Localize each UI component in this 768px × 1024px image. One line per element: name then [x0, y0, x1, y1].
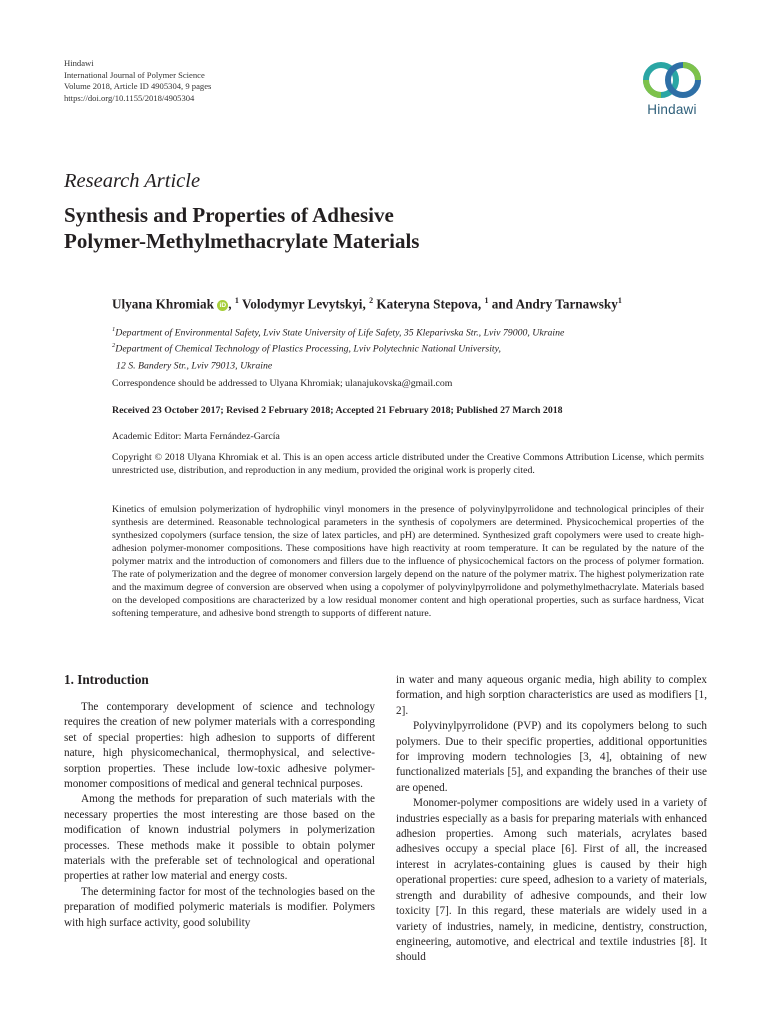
paragraph: Among the methods for preparation of such materials with the necessary properties the most interesting are those based on the modification of known industrial polymers in polymerization processes. These methods make it possible to obtain polymer materials with the preferable set of technological and operational properties at rather low material and energy costs. — [64, 793, 375, 883]
correspondence: Correspondence should be addressed to Ulyana Khromiak; ulanajukovska@gmail.com — [112, 378, 453, 389]
article-meta — [64, 58, 211, 104]
paragraph: Monomer-polymer compositions are widely used in a variety of industries especially as a basis for preparing materials with enhanced adhesion properties. Among such materials, acrylates based adhesives occupy a special place [6]. First of all, the increased interest in acrylates-containing glues is caused by their high operational properties: cure speed, adhesion to a variety of materials, strength and durability of adhesive compounds, and their low toxicity [7]. In this regard, these materials are widely used in a variety of industries, namely, in medicine, dentistry, construction, engineering, automotive, and electrical and textile industries [8]. It should — [396, 797, 707, 964]
paragraph: The determining factor for most of the technologies based on the preparation of modified polymeric materials is modifier. Polymers with high surface activity, good solubility — [64, 885, 375, 929]
copyright-notice: Copyright © 2018 Ulyana Khromiak et al. This is an open access article distributed under the Creative Commons Attribution License, which permits unrestricted use, distribution, and reproduction in any medium, provided the original work is properly cited. — [112, 452, 704, 476]
author-name[interactable]: Kateryna Stepova — [376, 296, 478, 312]
journal-name: International Journal of Polymer Science — [64, 69, 205, 80]
author-affil-sup: 2 — [369, 296, 374, 305]
abstract: Kinetics of emulsion polymerization of hydrophilic vinyl monomers in the presence of polyvinylpyrrolidone and technological principles of their synthesis are determined. Reasonable technological parameters in the synthesis of copolymers are determined. Physicochemical properties of the synthesized copolymers (surface tension, the size of latex particles, and pH) are determined. Synthesized graft copolymers were used to create high-adhesion polymer-monomer compositions. These compositions have high reactivity at room temperature. It can be regulated by the nature of the polymer matrix and the introduction of comonomers and fillers due to the influence of physicochemical factors on the process of polymer formation. The rate of polymerization and the degree of monomer conversion largely depend on the nature of the polymer matrix. The highest polymerization rate and the maximum degree of conversion are observed when using a copolymer of polyvinylpyrrolidone and polymethylmethacrylate. Materials based on the developed compositions are characterized by a low residual monomer content and high operational properties, such as surface hardness, Vicat softening temperature, and adhesive bond strength to supports of different nature. — [112, 504, 704, 619]
author-affil-sup: 1 — [484, 296, 489, 305]
author-name[interactable]: Volodymyr Levytskyi — [241, 296, 363, 312]
affiliation-item: $^1$Department of Environmental Safety, Lviv State University of Life Safety, 35 Kleparivska Str., Lviv 79000, Ukraine — [112, 326, 565, 339]
volume-info: Volume 2018, Article ID 4905304, 9 pages — [64, 81, 212, 92]
body-column-right — [396, 673, 707, 966]
author-name[interactable]: Andry Tarnawsky — [515, 296, 618, 312]
doi-link[interactable]: https://doi.org/10.1155/2018/4905304 — [64, 92, 195, 103]
article-title — [64, 202, 704, 254]
affiliation-item: $^2$Department of Chemical Technology of Plastics Processing, Lviv Polytechnic National University, — [112, 342, 501, 355]
academic-editor: Academic Editor: Marta Fernández-García — [112, 431, 280, 442]
affiliation-item: 12 S. Bandery Str., Lviv 79013, Ukraine — [116, 359, 273, 371]
publication-dates: Received 23 October 2017; Revised 2 February 2018; Accepted 21 February 2018; Published 27 March 2018 — [112, 405, 563, 416]
paragraph: in water and many aqueous organic media, high ability to complex formation, and high sorption characteristics are used as modifiers [1, 2]. — [396, 674, 707, 717]
paragraph: The contemporary development of science and technology requires the creation of new polymer materials with a corresponding set of special properties: high adhesion to supports of different nature, high physicomechanical, thermophysical, and selective-sorption properties. These include low-toxic adhesive polymer-monomer compositions of medical and general technical purposes. — [64, 701, 375, 791]
author-list: Ulyana Khromiak iD , $^1$ Volodymyr Levytskyi, $^2$ Kateryna Stepova, $^1$ and Andry Tarnawsky$^1$ — [112, 296, 622, 312]
body-column-left — [64, 672, 375, 931]
author-name[interactable]: Ulyana Khromiak — [112, 296, 214, 312]
author-affil-sup: 1 — [617, 296, 622, 305]
article-type: Research Article — [64, 170, 201, 192]
title-line: Polymer-Methylmethacrylate Materials — [64, 229, 420, 253]
hindawi-logo — [630, 60, 714, 117]
logo-text: Hindawi — [647, 102, 697, 117]
title-line: Synthesis and Properties of Adhesive — [64, 203, 394, 227]
orcid-icon[interactable]: iD — [217, 300, 228, 311]
hindawi-rings-icon — [639, 60, 705, 100]
affiliations — [112, 323, 564, 372]
publisher-name: Hindawi — [64, 58, 94, 68]
section-heading: 1. Introduction — [64, 672, 149, 687]
author-affil-sup: 1 — [234, 296, 239, 305]
paragraph: Polyvinylpyrrolidone (PVP) and its copolymers belong to such polymers. Due to their specific properties, additional opportunities for improving modern technologies [3, 4], obtaining of new functionalized materials [5], and expanding the branches of their use are opened. — [396, 720, 707, 794]
